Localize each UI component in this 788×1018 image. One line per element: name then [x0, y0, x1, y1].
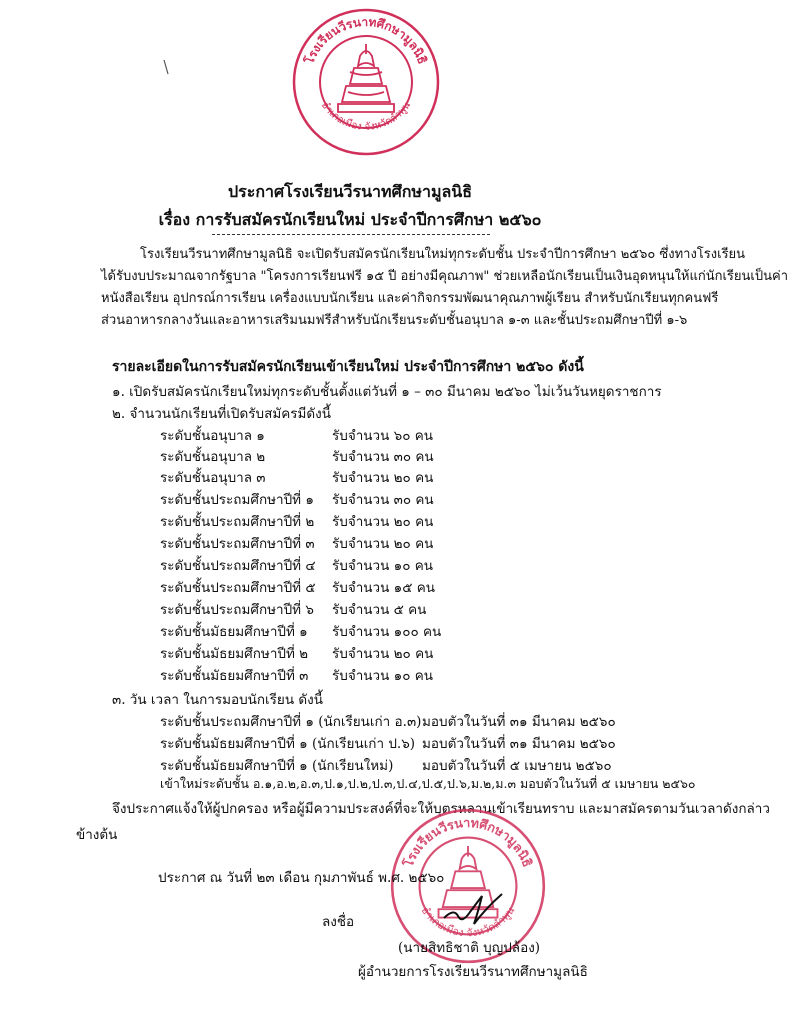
report-level: ระดับชั้นประถมศึกษาปีที่ ๑ (นักเรียนเก่า อ.๓) [160, 714, 422, 730]
report-level: ระดับชั้นมัธยมศึกษาปีที่ ๑ (นักเรียนใหม่) [160, 758, 394, 774]
list-item [160, 424, 460, 445]
seal-bottom-text: อำเภอเมือง จังหวัดลำพูน [418, 904, 518, 940]
level-name: ระดับชั้นมัธยมศึกษาปีที่ ๓ [160, 668, 309, 684]
level-name: ระดับชั้นมัธยมศึกษาปีที่ ๒ [160, 646, 309, 662]
level-count: รับจำนวน ๑๐ คน [332, 668, 433, 684]
school-seal-top [290, 6, 442, 158]
list-item [160, 620, 460, 641]
level-name: ระดับชั้นอนุบาล ๒ [160, 449, 266, 465]
level-count: รับจำนวน ๓๐ คน [332, 449, 434, 465]
level-count: รับจำนวน ๕ คน [332, 602, 427, 618]
intro-line: ได้รับงบประมาณจากรัฐบาล "โครงการเรียนฟรี ๑๕ ปี อย่างมีคุณภาพ" ช่วยเหลือนักเรียนเป็นเงินอุดหนุนให้แก่นักเรียนเป็นค่า [101, 269, 788, 284]
seal-top-text: โรงเรียนวีรนาทศึกษามูลนิธิ [302, 14, 430, 66]
list-item [160, 642, 460, 663]
level-name: ระดับชั้นอนุบาล ๑ [160, 428, 265, 444]
closing-paragraph [76, 796, 770, 848]
list-item [160, 532, 460, 553]
report-date: มอบตัวในวันที่ ๓๑ มีนาคม ๒๕๖๐ [422, 714, 616, 730]
level-count: รับจำนวน ๑๐ คน [332, 558, 433, 574]
level-name: ระดับชั้นประถมศึกษาปีที่ ๖ [160, 602, 314, 618]
signatory-name: (นายสิทธิชาติ บุญปล้อง) [398, 940, 541, 956]
signature-label: ลงชื่อ [322, 914, 355, 930]
level-name: ระดับชั้นประถมศึกษาปีที่ ๔ [160, 558, 316, 574]
item-2: ๒. จำนวนนักเรียนที่เปิดรับสมัครมีดังนี้ [112, 406, 331, 422]
list-item [160, 710, 620, 732]
dashed-divider [212, 234, 490, 235]
seal-bottom-text: อำเภอเมือง จังหวัดลำพูน [318, 100, 413, 133]
announcement-date: ประกาศ ณ วันที่ ๒๓ เดือน กุมภาพันธ์ พ.ศ. ๒๕๖๐ [158, 870, 445, 886]
level-count: รับจำนวน ๒๐ คน [332, 536, 434, 552]
school-seal-graphic [290, 6, 442, 158]
details-heading: รายละเอียดในการรับสมัครนักเรียนเข้าเรียนใหม่ ประจำปีการศึกษา ๒๕๖๐ ดังนี้ [112, 359, 584, 375]
item-3: ๓. วัน เวลา ในการมอบนักเรียน ดังนี้ [112, 692, 323, 708]
closing-line: จึงประกาศแจ้งให้ผู้ปกครอง หรือผู้มีความประสงค์ที่จะให้บุตรหลานเข้าเรียนทราบ และมาสมัครตามวันเวลาดังกล่าว [112, 801, 770, 817]
list-item [160, 466, 460, 487]
svg-text:อำเภอเมือง จังหวัดลำพูน [319, 100, 413, 133]
level-name: ระดับชั้นประถมศึกษาปีที่ ๓ [160, 536, 315, 552]
level-count: รับจำนวน ๑๐๐ คน [332, 624, 442, 640]
level-count: รับจำนวน ๓๐ คน [332, 492, 434, 508]
level-count: รับจำนวน ๖๐ คน [332, 428, 433, 444]
level-name: ระดับชั้นอนุบาล ๓ [160, 470, 266, 486]
report-level: ระดับชั้นมัธยมศึกษาปีที่ ๑ (นักเรียนเก่า ป.๖) [160, 736, 416, 752]
report-other: เข้าใหม่ระดับชั้น อ.๑,อ.๒,อ.๓,ป.๑,ป.๒,ป.๓,ป.๔,ป.๕,ป.๖,ม.๒,ม.๓ มอบตัวในวันที่ ๕ เมษายน ๒๕๖๐ [160, 776, 696, 791]
list-item [160, 445, 460, 466]
page-title: ประกาศโรงเรียนวีรนาทศึกษามูลนิธิ [227, 182, 473, 201]
item-1: ๑. เปิดรับสมัครนักเรียนใหม่ทุกระดับชั้นตั้งแต่วันที่ ๑ – ๓๐ มีนาคม ๒๕๖๐ ไม่เว้นวันหยุดราชการ [112, 384, 662, 400]
list-item [160, 598, 460, 619]
level-name: ระดับชั้นประถมศึกษาปีที่ ๕ [160, 580, 316, 596]
level-count: รับจำนวน ๒๐ คน [332, 470, 434, 486]
list-item [160, 488, 460, 509]
list-item [160, 664, 460, 685]
intro-line: หนังสือเรียน อุปกรณ์การเรียน เครื่องแบบนักเรียน และค่ากิจกรรมพัฒนาคุณภาพผู้เรียน สำหรับนักเรียนทุกคนฟรี [101, 291, 719, 306]
intro-line: ส่วนอาหารกลางวันและอาหารเสริมนมฟรีสำหรับนักเรียนระดับชั้นอนุบาล ๑-๓ และชั้นประถมศึกษาปีที่ ๑-๖ [101, 313, 688, 328]
level-name: ระดับชั้นประถมศึกษาปีที่ ๒ [160, 514, 315, 530]
report-date: มอบตัวในวันที่ ๕ เมษายน ๒๕๖๐ [422, 758, 612, 774]
list-item [160, 754, 620, 776]
level-count: รับจำนวน ๒๐ คน [332, 514, 434, 530]
svg-text:โรงเรียนวีรนาทศึกษามูลนิธิ [400, 815, 535, 870]
intro-line: โรงเรียนวีรนาทศึกษามูลนิธิ จะเปิดรับสมัครนักเรียนใหม่ทุกระดับชั้น ประจำปีการศึกษา ๒๕๖๐ ซึ่งทางโรงเรียน [140, 247, 746, 262]
level-name: ระดับชั้นมัธยมศึกษาปีที่ ๑ [160, 624, 308, 640]
level-count: รับจำนวน ๑๕ คน [332, 580, 435, 596]
report-date: มอบตัวในวันที่ ๓๑ มีนาคม ๒๕๖๐ [422, 736, 616, 752]
page-subject: เรื่อง การรับสมัครนักเรียนใหม่ ประจำปีการศึกษา ๒๕๖๐ [158, 210, 542, 229]
level-name: ระดับชั้นประถมศึกษาปีที่ ๑ [160, 492, 314, 508]
level-count: รับจำนวน ๒๐ คน [332, 646, 434, 662]
list-item [160, 554, 460, 575]
list-item [160, 576, 460, 597]
svg-text:โรงเรียนวีรนาทศึกษามูลนิธิ [301, 15, 430, 67]
header [0, 178, 700, 234]
list-item [160, 510, 460, 531]
intro-paragraph [101, 244, 788, 332]
pen-mark-icon [162, 58, 172, 78]
list-item [160, 732, 620, 754]
closing-line: ข้างต้น [76, 827, 118, 843]
signatory-position: ผู้อำนวยการโรงเรียนวีรนาทศึกษามูลนิธิ [358, 964, 588, 980]
seal-top-text: โรงเรียนวีรนาทศึกษามูลนิธิ [400, 814, 536, 870]
signature-icon [440, 888, 510, 932]
